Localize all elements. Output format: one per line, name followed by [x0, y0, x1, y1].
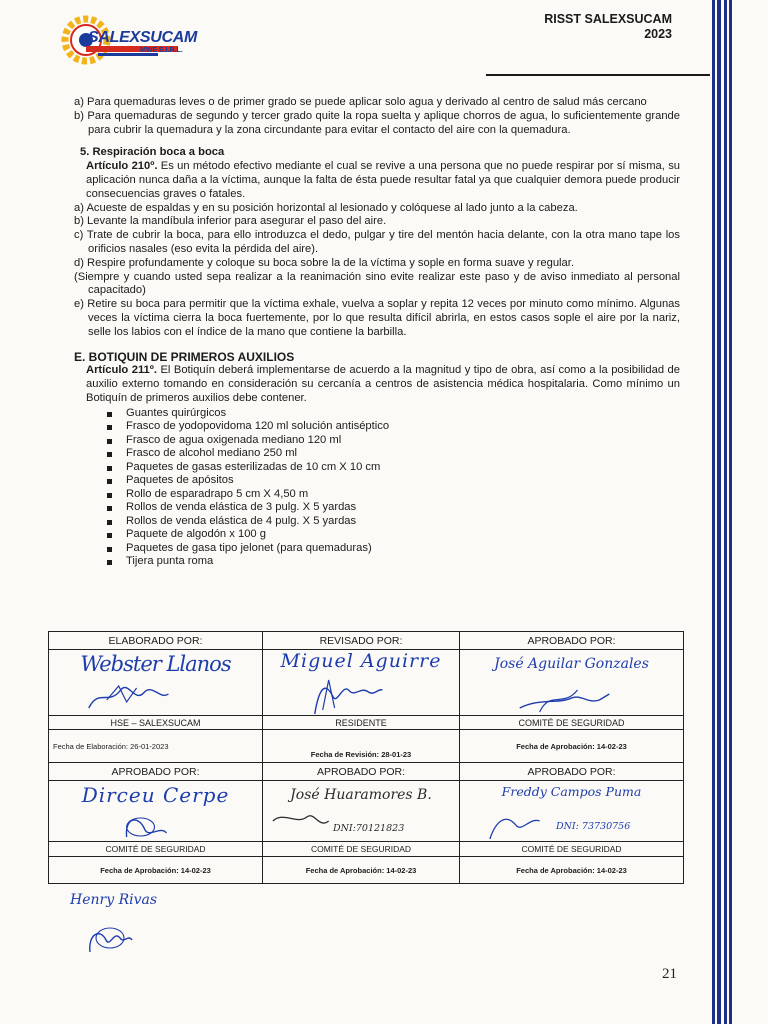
article-210-text: Es un método efectivo mediante el cual se revive a una persona que no puede respirar por sí misma, su aplicación nunca daña a la víctima, aunque la falta de ésta puede resultar fatal ya que cualquier demora puede producir consecuencias graves o fatales.: [86, 160, 681, 200]
date-label: Fecha de Aprobación: 14-02-23: [460, 857, 684, 884]
section-5-item-d: d) Respire profundamente y coloque su boca sobre la de la víctima y sople en forma suave y regular.: [74, 256, 574, 269]
list-item: Rollos de venda elástica de 4 pulg. X 5 yardas: [104, 515, 680, 529]
logo-subtext: MWE E.I.R.L.: [140, 47, 183, 54]
signature-scribble-icon: [460, 650, 683, 715]
list-item: Paquete de algodón x 100 g: [104, 528, 680, 542]
approved-by-header: APROBADO POR:: [49, 763, 263, 781]
list-item: Rollo de esparadrapo 5 cm X 4,50 m: [104, 488, 680, 502]
section-5-heading: 5. Respiración boca a boca: [80, 146, 225, 159]
intro-item-a: a) Para quemaduras leves o de primer grado se puede aplicar solo agua y derivado al centro de salud más cercano: [74, 96, 647, 108]
signature-scribble-icon: [49, 781, 262, 841]
dni-number: DNI:70121823: [333, 823, 405, 834]
signature-scribble-icon: [49, 650, 262, 715]
role-label: HSE – SALEXSUCAM: [49, 716, 263, 730]
list-item: Paquetes de apósitos: [104, 474, 680, 488]
date-label: Fecha de Revisión: 28-01-23: [263, 730, 460, 763]
date-label: Fecha de Aprobación: 14-02-23: [263, 857, 460, 884]
signature-scribble-icon: [460, 781, 683, 841]
role-label: RESIDENTE: [263, 716, 460, 730]
company-logo: [58, 12, 198, 68]
handwritten-signature: Dirceu Cerpe: [81, 783, 230, 807]
handwritten-signature: Freddy Campos Puma: [501, 784, 642, 799]
document-body: [74, 96, 680, 569]
handwritten-signature: Henry Rivas: [70, 892, 158, 908]
list-item: Frasco de yodopovidoma 120 ml solución antiséptico: [104, 420, 680, 434]
section-e-heading: E. BOTIQUIN DE PRIMEROS AUXILIOS: [74, 349, 295, 364]
list-item: Frasco de agua oxigenada mediano 120 ml: [104, 434, 680, 448]
reviewed-by-header: REVISADO POR:: [263, 632, 460, 650]
bottom-signature: [70, 890, 200, 960]
article-211-label: Artículo 211º.: [86, 364, 157, 377]
signature-cell: [460, 650, 684, 716]
signature-cell: [49, 650, 263, 716]
date-label: Fecha de Elaboración: 26-01-2023: [49, 730, 263, 763]
handwritten-signature: José Huaramores B.: [290, 787, 432, 803]
list-item: Paquetes de gasas esterilizadas de 10 cm X 10 cm: [104, 461, 680, 475]
role-label: COMITÉ DE SEGURIDAD: [460, 842, 684, 857]
list-item: Tijera punta roma: [104, 555, 680, 569]
approved-by-header: APROBADO POR:: [460, 763, 684, 781]
signature-scribble-icon: [263, 650, 459, 715]
section-5-item-b: b) Levante la mandíbula inferior para asegurar el paso del aire.: [74, 215, 387, 228]
document-header: [544, 12, 672, 42]
handwritten-signature: José Aguilar Gonzales: [494, 656, 649, 672]
document-year: 2023: [644, 27, 672, 41]
elaborated-by-header: ELABORADO POR:: [49, 632, 263, 650]
role-label: COMITÉ DE SEGURIDAD: [49, 842, 263, 857]
article-211: [74, 364, 680, 405]
header-divider: [486, 74, 710, 76]
list-item: Rollos de venda elástica de 3 pulg. X 5 yardas: [104, 501, 680, 515]
list-item: Frasco de alcohol mediano 250 ml: [104, 447, 680, 461]
intro-item-b: b) Para quemaduras de segundo y tercer grado quite la ropa suelta y aplique chorros de agua, lo suficientemente grande para cubrir la quemadura y la zona circundante para evitar el contacto del aire con la quemadura.: [74, 109, 680, 136]
document-title: RISST SALEXSUCAM: [544, 12, 672, 26]
signature-cell: [49, 781, 263, 842]
approval-signature-table: [48, 631, 684, 884]
approved-by-header: APROBADO POR:: [460, 632, 684, 650]
section-5-item-a: a) Acueste de espaldas y en su posición horizontal al lesionado y colóquese al lado junto a la cabeza.: [74, 201, 578, 214]
signature-cell: [263, 650, 460, 716]
handwritten-signature: Miguel Aguirre: [280, 650, 442, 672]
section-5-item-e: e) Retire su boca para permitir que la víctima exhale, vuelva a soplar y repita 12 veces por minuto como mínimo. Algunas veces la víctima cierra la boca fuertemente, por lo que resulta difícil abrirla, en estos casos sople el aire por la nariz, selle los labios con el índice de la mano que contiene la barbilla.: [74, 298, 680, 338]
section-5-item-c: c) Trate de cubrir la boca, para ello introduzca el dedo, pulgar y tire del mentón hacia delante, con la otra mano tape los orificios nasales (eso evita la pérdida del aire).: [74, 229, 680, 255]
list-item: Paquetes de gasa tipo jelonet (para quemaduras): [104, 542, 680, 556]
signature-cell: [263, 781, 460, 842]
date-label: Fecha de Aprobación: 14-02-23: [49, 857, 263, 884]
handwritten-signature: Webster Llanos: [80, 652, 231, 676]
dni-number: DNI: 73730756: [556, 821, 631, 832]
role-label: COMITÉ DE SEGURIDAD: [263, 842, 460, 857]
approved-by-header: APROBADO POR:: [263, 763, 460, 781]
article-210: [74, 160, 680, 201]
logo-text: SALEXSUCAM: [88, 29, 198, 46]
signature-cell: [460, 781, 684, 842]
first-aid-kit-list: [74, 407, 680, 569]
article-211-text: El Botiquín deberá implementarse de acuerdo a la magnitud y tipo de obra, así como a la posibilidad de auxilio externo tomando en consideración su cercanía a centros de asistencia médica hospitalaria. Como mínimo un Botiquín de primeros auxilios debe contener.: [86, 364, 680, 404]
page-border-right: [712, 0, 732, 1024]
date-label: Fecha de Aprobación: 14-02-23: [460, 730, 684, 763]
section-5-note: (Siempre y cuando usted sepa realizar a la reanimación sino evite realizar este paso y de aviso inmediato al personal capacitado): [74, 270, 680, 297]
article-210-label: Artículo 210º.: [86, 160, 158, 173]
page-number: 21: [662, 966, 677, 982]
signature-scribble-icon: [70, 890, 200, 960]
list-item: Guantes quirúrgicos: [104, 407, 680, 421]
role-label: COMITÉ DE SEGURIDAD: [460, 716, 684, 730]
